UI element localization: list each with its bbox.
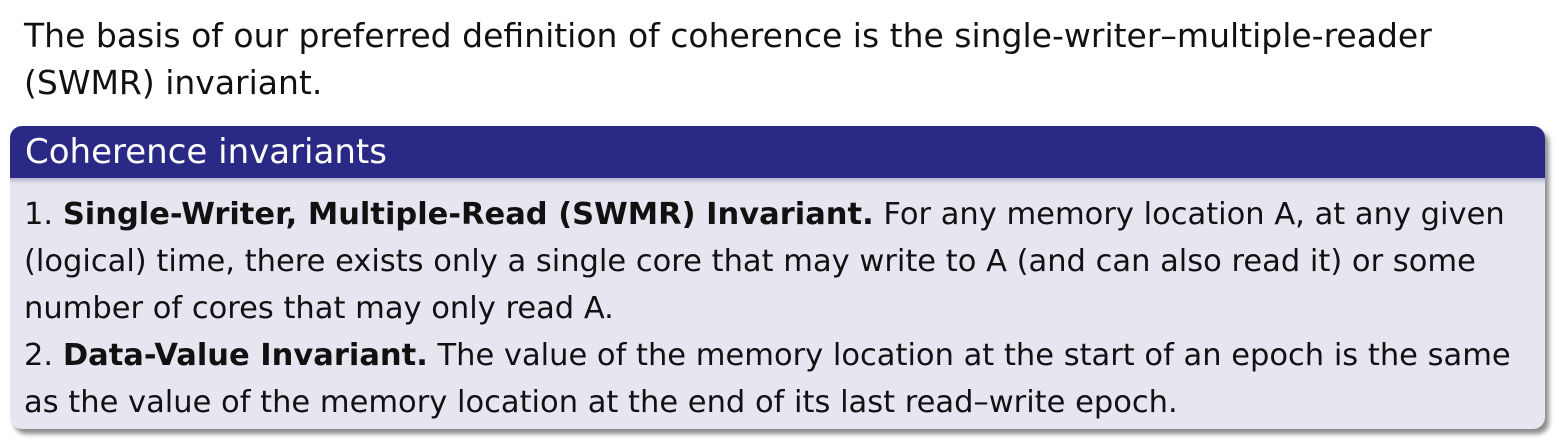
item-number: 1. — [24, 197, 54, 232]
intro-paragraph: The basis of our preferred definition of coherence is the single-writer–multiple-reader (SWMR) invariant. — [24, 16, 1432, 102]
item-number: 2. — [24, 338, 54, 373]
item-text: The value of the memory location at the start of an epoch is the same as the value of the memory location at the end of its last read–write epoch. — [24, 338, 1511, 420]
item-heading: Data-Value Invariant. — [62, 338, 428, 373]
block-title: Coherence invariants — [10, 126, 1545, 178]
item-text: For any memory location A, at any given (logical) time, there exists only a single core that may write to A (and can also read it) or some number of cores that may only read A. — [24, 197, 1505, 326]
item-heading: Single-Writer, Multiple-Read (SWMR) Invariant. — [62, 197, 874, 232]
invariant-item-swmr — [24, 191, 1531, 332]
block-body — [10, 178, 1545, 426]
invariant-item-data-value — [24, 332, 1531, 426]
coherence-invariants-block — [10, 126, 1545, 429]
